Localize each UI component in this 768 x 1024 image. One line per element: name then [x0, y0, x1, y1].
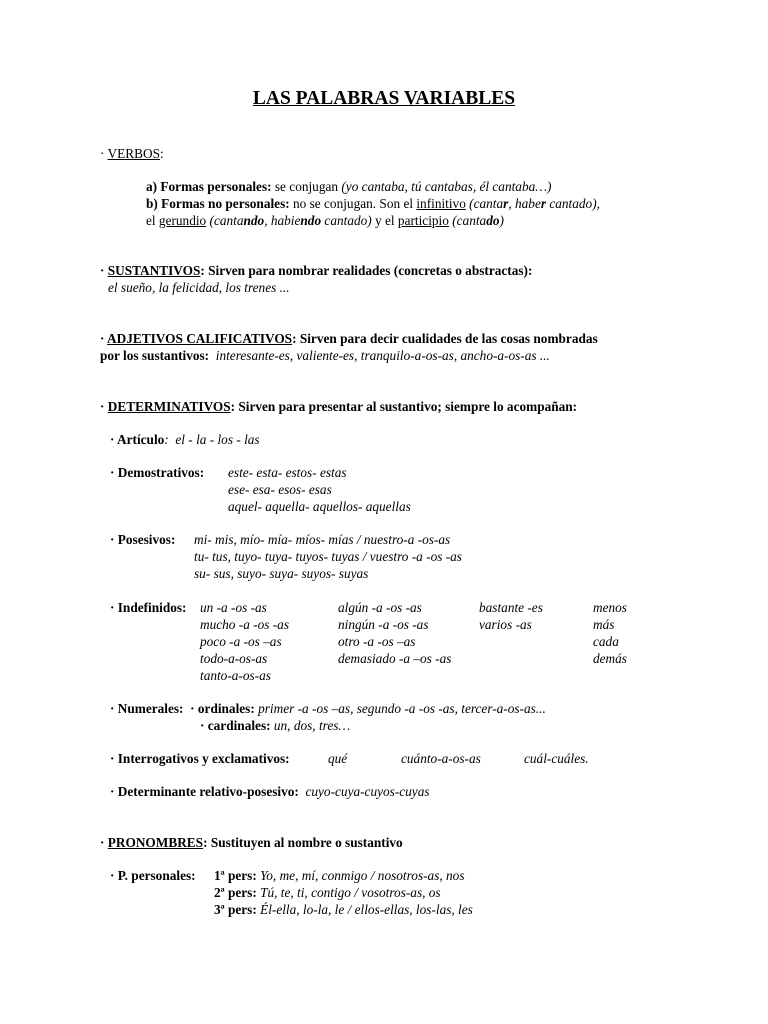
indefinidos-item: un -a -os -as: [200, 600, 267, 615]
posesivos-row: su- sus, suyo- suya- suyos- suyas: [194, 566, 369, 581]
indefinidos-item: ningún -a -os -as: [338, 617, 429, 632]
verbos-heading: VERBOS: [107, 146, 160, 161]
indefinidos-item: cada: [593, 634, 619, 649]
indefinidos-item: demasiado -a –os -as: [338, 651, 452, 666]
verbos-line-c: el gerundio (cantando, habiendo cantado) y el participio (cantado): [146, 213, 504, 228]
indefinidos-item: mucho -a -os -as: [200, 617, 290, 632]
posesivos-label: · Posesivos:: [110, 532, 176, 547]
personales-row: 2ª pers: Tú, te, ti, contigo / vosotros-as, os: [214, 885, 441, 900]
indefinidos-item: más: [593, 617, 615, 632]
indefinidos-item: todo-a-os-as: [200, 651, 268, 666]
indefinidos-item: tanto-a-os-as: [200, 668, 271, 683]
interrogativos-item: qué: [328, 751, 348, 766]
demostrativos-row: este- esta- estos- estas: [228, 465, 347, 480]
pronombres-heading: PRONOMBRES: [107, 835, 204, 850]
indefinidos-item: otro -a -os –as: [338, 634, 416, 649]
indefinidos-item: varios -as: [479, 617, 532, 632]
indefinidos-item: demás: [593, 651, 627, 666]
pronombres-line: · PRONOMBRES: Sustituyen al nombre o sustantivo: [100, 835, 403, 850]
interrogativos-label: · Interrogativos y exclamativos:: [110, 751, 290, 766]
personales-row: 1ª pers: Yo, me, mí, conmigo / nosotros-as, nos: [214, 868, 465, 883]
sustantivos-examples: el sueño, la felicidad, los trenes ...: [108, 280, 290, 295]
determinativos-heading: DETERMINATIVOS: [107, 399, 231, 414]
indefinidos-item: bastante -es: [479, 600, 543, 615]
sustantivos-heading: SUSTANTIVOS: [107, 263, 201, 278]
articulo-line: · Artículo: el - la - los - las: [110, 432, 260, 447]
interrogativos-item: cuál-cuáles.: [524, 751, 589, 766]
indefinidos-item: algún -a -os -as: [338, 600, 422, 615]
verbos-line-a: a) Formas personales: se conjugan (yo cantaba, tú cantabas, él cantaba…): [146, 179, 552, 194]
interrogativos-item: cuánto-a-os-as: [401, 751, 481, 766]
demostrativos-row: ese- esa- esos- esas: [228, 482, 332, 497]
demostrativos-label: · Demostrativos:: [110, 465, 205, 480]
posesivos-row: mi- mis, mío- mía- míos- mías / nuestro-a -os-as: [194, 532, 451, 547]
verbos-heading-line: · VERBOS:: [100, 146, 164, 161]
sustantivos-line: · SUSTANTIVOS: Sirven para nombrar realidades (concretas o abstractas):: [100, 263, 533, 278]
posesivos-row: tu- tus, tuyo- tuya- tuyos- tuyas / vuestro -a -os -as: [194, 549, 462, 564]
page-title: LAS PALABRAS VARIABLES: [252, 88, 516, 109]
adjetivos-line: · ADJETIVOS CALIFICATIVOS: Sirven para decir cualidades de las cosas nombradas: [100, 331, 598, 346]
determinativos-line: · DETERMINATIVOS: Sirven para presentar al sustantivo; siempre lo acompañan:: [100, 399, 578, 414]
indefinidos-label: · Indefinidos:: [110, 600, 187, 615]
personales-row: 3ª pers: Él-ella, lo-la, le / ellos-ellas, los-las, les: [214, 902, 473, 917]
numerales-line: · Numerales: · ordinales: primer -a -os –as, segundo -a -os -as, tercer-a-os-as...: [110, 701, 546, 716]
personales-label: · P. personales:: [110, 868, 196, 883]
relativo-line: · Determinante relativo-posesivo: cuyo-cuya-cuyos-cuyas: [110, 784, 430, 799]
indefinidos-item: menos: [593, 600, 627, 615]
cardinales-line: · cardinales: un, dos, tres…: [200, 718, 351, 733]
indefinidos-item: poco -a -os –as: [200, 634, 282, 649]
adjetivos-heading: ADJETIVOS CALIFICATIVOS: [107, 331, 293, 346]
verbos-line-b: b) Formas no personales: no se conjugan. Son el infinitivo (cantar, haber cantado),: [146, 196, 600, 211]
adjetivos-line-2: por los sustantivos: interesante-es, valiente-es, tranquilo-a-os-as, ancho-a-os-as ...: [100, 348, 550, 363]
demostrativos-row: aquel- aquella- aquellos- aquellas: [228, 499, 411, 514]
